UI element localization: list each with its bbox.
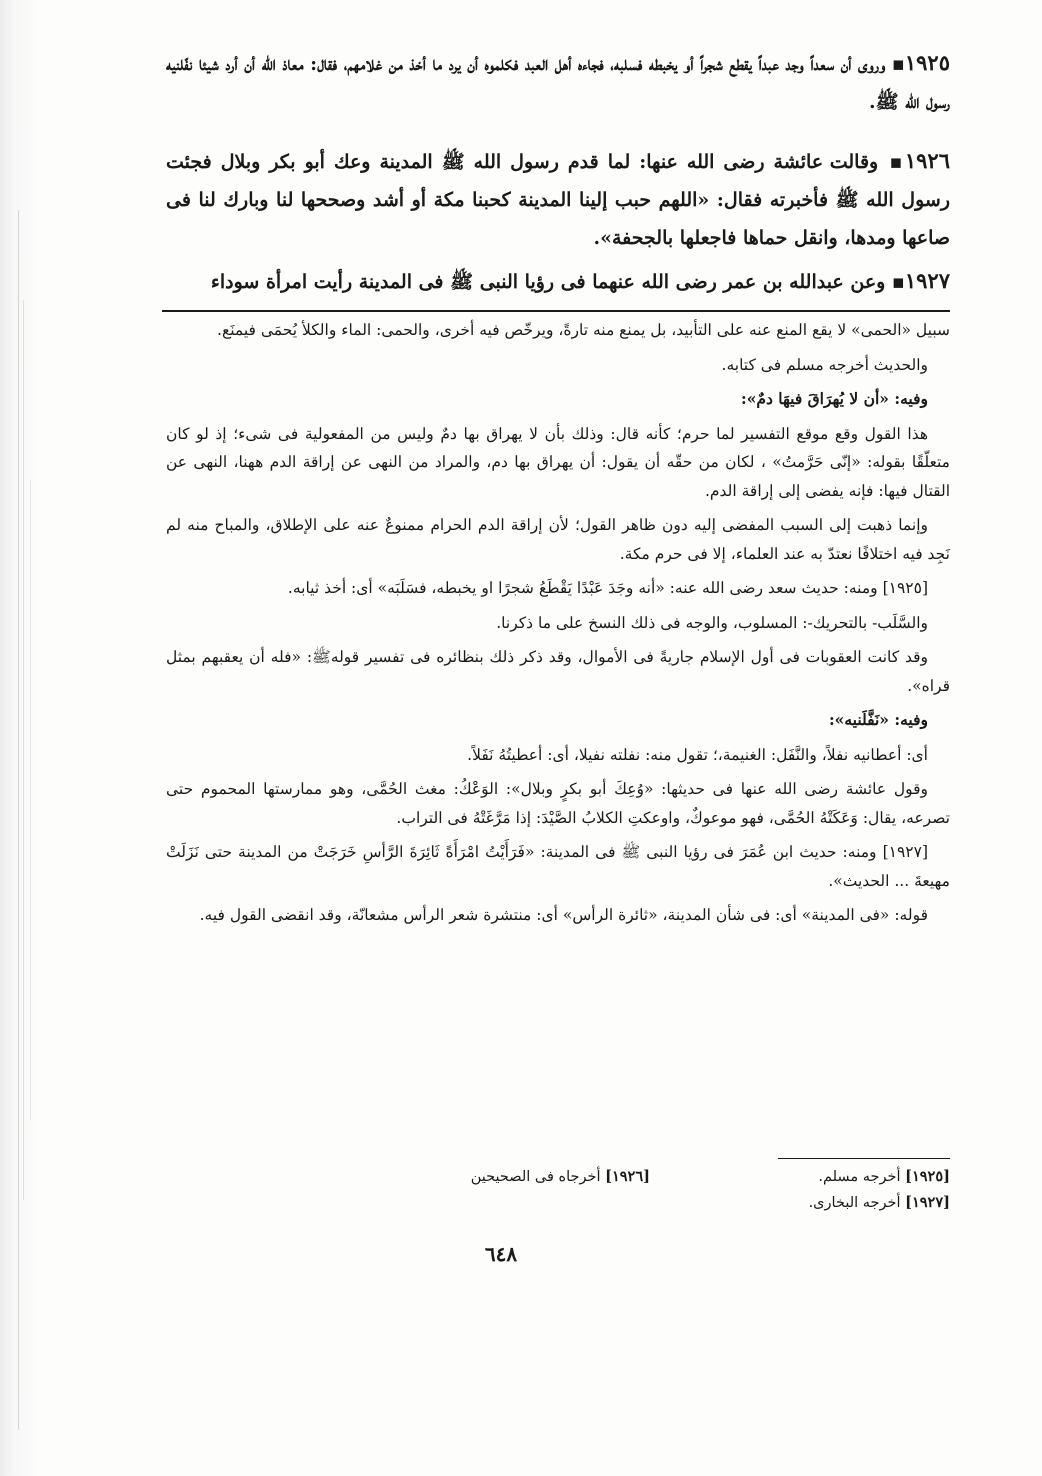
footnote-row bbox=[166, 1164, 950, 1190]
section-divider bbox=[162, 310, 950, 312]
hadith-1925 bbox=[166, 44, 950, 121]
footnotes bbox=[166, 1164, 950, 1216]
commentary-paragraph: أى: أعطانيه نفلاً، والنَّفَل: الغنيمة،؛ تقول منه: نفلته نفيلا، أى: أعطيتُهُ نَفَلاً. bbox=[467, 745, 928, 764]
footnote-ref: [١٩٢٧] bbox=[905, 1194, 950, 1211]
hadith-1927 bbox=[166, 262, 950, 301]
hadith-text: وعن عبدالله بن عمر رضى الله عنهما فى رؤيا النبى ﷺ فى المدينة رأيت امرأة سوداء bbox=[210, 271, 886, 293]
commentary-heading: وفيه: «أن لا يُهرَاقَ فيهَا دمٌ»: bbox=[740, 389, 928, 408]
scan-artifact-line bbox=[23, 300, 24, 1200]
hadith-marker: ▪ bbox=[887, 151, 905, 173]
footnote-rule bbox=[778, 1158, 950, 1159]
footnote bbox=[710, 1164, 950, 1190]
footnote-text: أخرجه مسلم. bbox=[818, 1169, 901, 1185]
hadith-1926 bbox=[166, 142, 950, 257]
footnote-text: أخرجاه فى الصحيحين bbox=[470, 1169, 601, 1185]
hadith-marker: ▪ bbox=[891, 53, 905, 75]
commentary-paragraph: قوله: «فى المدينة» أى: فى شأن المدينة، «ثائرة الرأس» أى: منتشرة شعر الرأس مشعانّة، وقد انقضى القول فيه. bbox=[199, 906, 928, 924]
hadith-text: وروى أن سعداً وجد عبداً يقطع شجراً أو يخبطه فسلبه، فجاءه أهل العبد فكلموه أن يرد ما أخذ من غلامهم، فقال: معاذ الله أن أرد شيئا نفّلنيه رسول الله ﷺ. bbox=[166, 53, 950, 113]
scan-artifact-line bbox=[30, 480, 31, 1120]
commentary-paragraph: وقول عائشة رضى الله عنها فى حديثها: «وُعِكَ أبو بكرٍ وبلال»: الوَعْكُ: مغث الحُمَّى، وهو ممارستها المحموم حتى تصرعه، يقال: وَعَكَتْهُ الحُمَّى، فهو موعوكٌ، واوعكتِ الكلابُ الصَّيْدَ: إذا مَرَّغَتْهُ فى التراب. bbox=[166, 780, 950, 827]
footnote bbox=[710, 1190, 950, 1216]
commentary-paragraph: وقد كانت العقوبات فى أول الإسلام جاريةً فى الأموال، وقد ذكر ذلك بنظائره فى تفسير قولهﷺ: «فله أن يعقبهم بمثل قراه». bbox=[166, 648, 950, 695]
commentary-paragraph: [١٩٢٥] ومنه: حديث سعد رضى الله عنه: «أنه وجَدَ عَبْدًا يَقْطَعُ شجرًا او يخبطه، فسَلَبَه» أى: أخذ ثيابه. bbox=[287, 579, 928, 597]
hadith-number: ١٩٢٥ bbox=[904, 50, 950, 75]
hadith-quote: «اللهم حبب إلينا المدينة كحبنا مكة أو أشد وصححها لنا وبارك لنا فى صاعها ومدها، وانقل حماها فاجعلها بالجحفة». bbox=[166, 189, 950, 249]
hadith-marker: ▪ bbox=[891, 271, 905, 293]
commentary-paragraph: هذا القول وقع موقع التفسير لما حرم؛ كأنه قال: وذلك بأن لا يهراق بها دمٌ وليس من المفعولية فى شىء؛ إذ لو كان متعلّقًا بقوله: «إنّى حَرَّمتُ» ، لكان من حقّه أن يقول: أن يهراق بها دم، والمراد من النهى عن إراقة الدم ههنا، النهى عن القتال فيها: فإنه يفضى إلى إراقة الدم. bbox=[166, 424, 950, 500]
commentary bbox=[166, 316, 950, 936]
hadith-number: ١٩٢٦ bbox=[904, 148, 950, 173]
commentary-paragraph: [١٩٢٧] ومنه: حديث ابن عُمَرَ فى رؤيا النبى ﷺ فى المدينة: «فَرَأَيْتُ امْرَأَةً ثَائِرَةَ الرَّأسِ خَرَجَتْ من المدينة حتى نَزَلَتْ مهيعةَ ... الحديث». bbox=[166, 843, 950, 890]
commentary-paragraph: سبيل «الحمى» لا يقع المنع عنه على التأبيد، بل يمنع منه تارةً، ويرخّص فيه أخرى، والحمى: الماء والكلأ يُحمَى فيمنَع. bbox=[217, 321, 950, 339]
footnote-text: أخرجه البخارى. bbox=[808, 1195, 901, 1211]
commentary-paragraph: وإنما ذهبت إلى السبب المفضى إليه دون ظاهر القول؛ لأن إراقة الدم الحرام ممنوعٌ عنه على الإطلاق، والمباح منه لم نَجِد فيه اختلافًا نعتدّ به عند العلماء، إلا فى حرم مكة. bbox=[166, 516, 950, 563]
commentary-paragraph: والسَّلَب- بالتحريك-: المسلوب، والوجه فى ذلك النسخ على ما ذكرنا. bbox=[496, 613, 928, 632]
footnote-row bbox=[166, 1190, 950, 1216]
footnote-ref: [١٩٢٦] bbox=[605, 1168, 650, 1185]
commentary-heading: وفيه: «نَفَّلَنيه»: bbox=[828, 710, 928, 729]
page-number: ٦٤٨ bbox=[484, 1242, 518, 1266]
hadith-text: وقالت عائشة رضى الله عنها: لما قدم رسول الله ﷺ المدينة وعك أبو بكر وبلال فجئت رسول الله ﷺ فأخبرته فقال: bbox=[166, 151, 950, 211]
footnote bbox=[410, 1164, 650, 1190]
footnote-ref: [١٩٢٥] bbox=[905, 1168, 950, 1185]
commentary-paragraph: والحديث أخرجه مسلم فى كتابه. bbox=[721, 355, 928, 374]
hadith-number: ١٩٢٧ bbox=[904, 268, 950, 293]
